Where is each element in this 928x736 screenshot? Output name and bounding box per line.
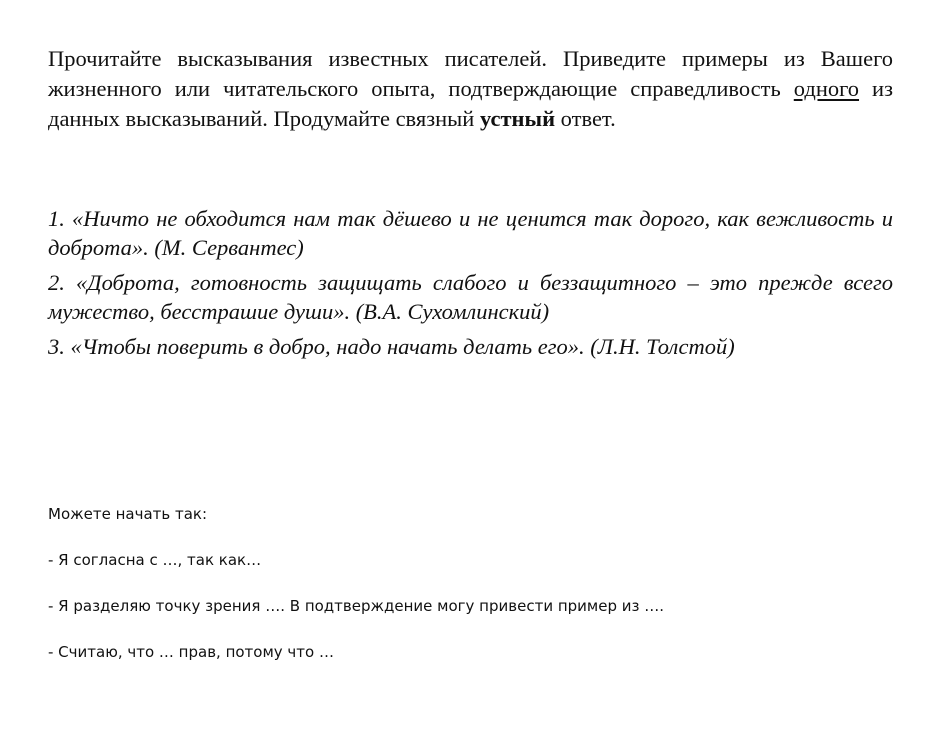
instructions-text-2: из данных высказываний. Продумайте связный — [48, 76, 893, 131]
instructions-text-1: Прочитайте высказывания известных писателей. Приведите примеры из Вашего жизненного или читательского опыта, подтверждающие справедливость — [48, 46, 893, 101]
starters-heading: Можете начать так: — [48, 505, 208, 523]
instructions-bold-word: устный — [479, 106, 556, 131]
instructions-text-3: ответ. — [555, 106, 616, 131]
starter-line: - Я разделяю точку зрения …. В подтверждение могу привести пример из …. — [48, 597, 665, 615]
quotes-list — [48, 204, 893, 367]
answer-starters — [48, 502, 893, 686]
quote-cervantes: 1. «Ничто не обходится нам так дёшево и не ценится так дорого, как вежливость и доброта». (М. Сервантес) — [48, 206, 893, 260]
starter-line: - Считаю, что … прав, потому что … — [48, 643, 334, 661]
starter-line: - Я согласна с …, так как… — [48, 551, 262, 569]
instructions-underlined-word: одного — [793, 76, 860, 101]
task-instructions — [48, 44, 893, 134]
quote-tolstoy: 3. «Чтобы поверить в добро, надо начать делать его». (Л.Н. Толстой) — [48, 334, 735, 359]
quote-sukhomlinsky: 2. «Доброта, готовность защищать слабого и беззащитного – это прежде всего мужество, бесстрашие души». (В.А. Сухомлинский) — [48, 270, 893, 324]
